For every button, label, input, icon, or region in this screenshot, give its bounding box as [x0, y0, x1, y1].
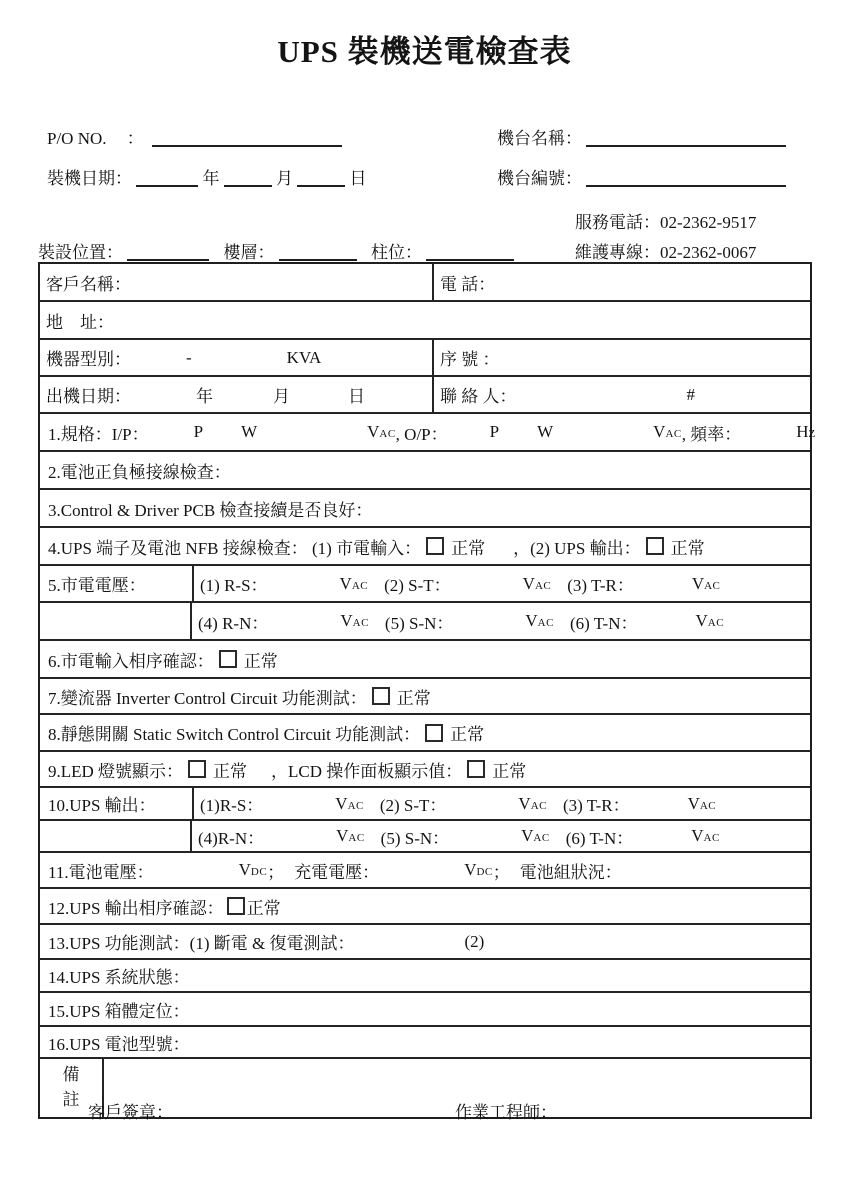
vac-unit: VAC: [695, 611, 725, 630]
item5-empty-cell: [40, 603, 192, 639]
table-row: [40, 300, 810, 338]
item1-label: 1.規格：I/P：: [48, 424, 149, 444]
item10-b3: (6) T-N：: [565, 828, 634, 848]
vac-unit: VAC: [691, 573, 721, 593]
item10-b1: (4)R-N：: [198, 828, 265, 848]
vac-unit: VAC: [691, 826, 720, 845]
contact-cell: [434, 377, 810, 412]
vac-unit: VAC: [525, 611, 554, 630]
item15-label: 15.UPS 箱體定位：: [48, 1001, 190, 1021]
item1-w2: W: [537, 422, 554, 441]
vac-unit: VAC: [335, 793, 364, 813]
item8-ok: 正常: [450, 725, 485, 744]
location-label: 裝設位置：: [38, 243, 123, 262]
vac-unit: VAC: [521, 826, 550, 845]
item6-cell: [40, 641, 810, 677]
table-row: [40, 1025, 810, 1057]
item11-semi2: ；: [492, 862, 510, 882]
table-row: [40, 786, 810, 819]
machine-name-label: 機台名稱：: [497, 129, 582, 148]
item10-b2: (5) S-N：: [380, 828, 450, 848]
page-title: UPS 裝機送電檢查表: [277, 34, 572, 69]
item10-label-cell: [40, 788, 194, 819]
item7-cell: [40, 679, 810, 713]
vac-unit: VAC: [367, 422, 396, 441]
table-row: [40, 887, 810, 923]
po-row: [47, 124, 342, 149]
hz-unit: HZ: [796, 422, 816, 441]
item12-label: 12.UPS 輸出相序確認：: [48, 898, 224, 918]
item4-ok2: 正常: [670, 538, 705, 558]
machine-name-row: [497, 124, 786, 149]
column-field[interactable]: [426, 244, 514, 261]
item4-label: 4.UPS 端子及電池 NFB 接線檢查： (1) 市電輸入：: [48, 538, 422, 558]
item5-label: 5.市電電壓：: [48, 576, 146, 595]
table-row: [40, 264, 810, 300]
item5a-cell: [194, 566, 810, 601]
item13-part2: (2): [464, 931, 485, 951]
item11-label: 11.電池電壓：: [48, 862, 154, 882]
day-label: 日: [348, 387, 365, 406]
item5-label-cell: [40, 566, 194, 601]
item14-cell: [40, 960, 810, 991]
item7-label: 7.變流器 Inverter Control Circuit 功能測試：: [48, 688, 367, 708]
vac-unit: VAC: [653, 422, 682, 441]
item10-a1: (1)R-S：: [200, 796, 264, 815]
vac-unit: VAC: [336, 826, 365, 845]
item11-cell: [40, 853, 810, 887]
item1-w1: W: [241, 422, 258, 441]
item5-b2: (5) S-N：: [384, 613, 454, 633]
floor-label: 樓層：: [223, 243, 275, 262]
contact-label: 聯 絡 人：: [440, 387, 517, 406]
table-row: [40, 639, 810, 677]
item10-empty-cell: [40, 821, 192, 851]
service-phone: 服務電話：02-2362-9517: [575, 213, 757, 232]
table-row: [40, 564, 810, 601]
ship-date-label: 出機日期：: [46, 387, 131, 406]
table-row: [40, 412, 816, 450]
table-row: [40, 338, 810, 375]
machine-name-field[interactable]: [586, 130, 786, 147]
machine-no-label: 機台編號：: [497, 169, 582, 188]
table-row: [40, 991, 810, 1025]
phone-cell: [434, 264, 810, 300]
item1-op: , O/P：: [395, 424, 448, 444]
output-phase-normal-checkbox[interactable]: [227, 897, 245, 915]
item12-ok: 正常: [246, 898, 281, 918]
item12-cell: [40, 889, 810, 923]
table-row: [40, 851, 810, 887]
table-row: [40, 450, 810, 488]
ups-output-normal-checkbox[interactable]: [646, 537, 664, 555]
table-row: [40, 375, 810, 412]
address-label: 地 址：: [46, 312, 114, 332]
table-row: [40, 750, 810, 786]
item5-a1: (1) R-S：: [200, 576, 268, 595]
item3-cell: [40, 490, 810, 526]
item10-a2: (2) S-T：: [379, 796, 447, 815]
item1-p2: P: [489, 422, 500, 441]
table-row: [40, 713, 810, 750]
item5b-cell: [192, 603, 810, 639]
machine-no-field[interactable]: [586, 170, 786, 187]
item1-cell: [40, 414, 822, 450]
vdc-unit: VDC: [238, 860, 268, 879]
item10b-cell: [192, 821, 810, 851]
install-month-field[interactable]: [224, 170, 272, 187]
item5-a3: (3) T-R：: [567, 576, 634, 595]
item11-charge: 充電電壓：: [294, 862, 380, 882]
address-cell: [40, 302, 810, 338]
item13-label: 13.UPS 功能測試：(1) 斷電 & 復電測試：: [48, 934, 355, 953]
item7-ok: 正常: [396, 688, 431, 708]
year-label: 年: [202, 169, 220, 188]
item13-cell: [40, 925, 810, 958]
item4-ok1: 正常: [451, 538, 486, 558]
ship-date-cell: [40, 377, 434, 412]
item15-cell: [40, 993, 810, 1025]
location-field[interactable]: [127, 244, 209, 261]
item9-ok2: 正常: [492, 761, 527, 781]
table-row: [40, 601, 810, 639]
day-label: 日: [349, 169, 367, 188]
model-label: 機器型別：: [46, 350, 131, 369]
item2-cell: [40, 452, 810, 488]
item9-mid: ，LCD 操作面板顯示值：: [271, 761, 463, 781]
table-row: [40, 526, 810, 564]
install-date-row: [47, 164, 367, 189]
table-row: [40, 958, 810, 991]
engineer-signature-label: 作業工程師：: [455, 1103, 557, 1122]
item1-freq: , 頻率：: [681, 424, 742, 444]
item9-ok1: 正常: [213, 761, 248, 781]
item14-label: 14.UPS 系統狀態：: [48, 968, 190, 987]
table-row: [40, 677, 810, 713]
item5-b3: (6) T-N：: [569, 613, 638, 633]
item9-label: 9.LED 燈號顯示：: [48, 761, 184, 781]
item8-label: 8.靜態開關 Static Switch Control Circuit 功能測試：: [48, 725, 421, 744]
serial-cell: [434, 340, 810, 375]
po-colon: ：: [126, 129, 144, 148]
model-dash: -: [186, 347, 192, 367]
item10-label: 10.UPS 輸出：: [48, 796, 156, 815]
year-label: 年: [196, 387, 213, 406]
item8-cell: [40, 715, 810, 750]
item6-label: 6.市電輸入相序確認：: [48, 651, 214, 671]
vac-unit: VAC: [687, 793, 717, 813]
item3-label: 3.Control & Driver PCB 檢查接續是否良好：: [48, 500, 373, 520]
install-date-label: 裝機日期：: [47, 169, 132, 188]
item4-cell: [40, 528, 810, 564]
item2-label: 2.電池正負極接線檢查：: [48, 462, 231, 482]
vac-unit: VAC: [522, 573, 552, 593]
lcd-normal-checkbox[interactable]: [467, 760, 485, 778]
contact-hash: #: [686, 384, 695, 404]
kva-label: KVA: [286, 347, 322, 367]
maintenance-line: 維護專線：02-2362-0067: [575, 243, 757, 262]
customer-signature-label: 客戶簽章：: [88, 1103, 173, 1122]
customer-label: 客戶名稱：: [46, 274, 131, 294]
po-label: P/O NO.: [47, 129, 107, 148]
serial-label: 序 號 ：: [440, 350, 500, 369]
item16-cell: [40, 1027, 810, 1057]
table-row: [40, 923, 810, 958]
customer-cell: [40, 264, 434, 300]
table-row: [40, 488, 810, 526]
vdc-unit: VDC: [464, 860, 493, 879]
item10-a3: (3) T-R：: [562, 796, 630, 815]
po-field[interactable]: [152, 130, 342, 147]
floor-field[interactable]: [279, 244, 357, 261]
item9-cell: [40, 752, 810, 786]
column-label: 柱位：: [371, 243, 422, 262]
phone-label: 電 話：: [440, 274, 496, 294]
item4-mid: ，(2) UPS 輸出：: [513, 538, 641, 558]
vac-unit: VAC: [518, 793, 547, 813]
table-row: [40, 819, 810, 851]
led-normal-checkbox[interactable]: [188, 760, 206, 778]
month-label: 月: [276, 169, 293, 188]
remarks-label: 備 註: [62, 1065, 80, 1109]
item10a-cell: [194, 788, 810, 819]
month-label: 月: [273, 387, 290, 406]
inverter-test-normal-checkbox[interactable]: [372, 687, 390, 705]
item16-label: 16.UPS 電池型號：: [48, 1034, 190, 1054]
phase-sequence-normal-checkbox[interactable]: [219, 650, 237, 668]
model-cell: [40, 340, 434, 375]
inspection-table: [38, 262, 816, 1119]
install-day-field[interactable]: [297, 170, 345, 187]
static-switch-normal-checkbox[interactable]: [425, 724, 443, 742]
location-row: [38, 238, 514, 263]
vac-unit: VAC: [340, 611, 369, 630]
install-year-field[interactable]: [136, 170, 198, 187]
item11-semi1: ；: [267, 862, 285, 882]
machine-no-row: [497, 164, 786, 189]
vac-unit: VAC: [339, 573, 369, 593]
item6-ok: 正常: [243, 651, 278, 671]
item5-b1: (4) R-N：: [198, 613, 269, 633]
mains-input-normal-checkbox[interactable]: [426, 537, 444, 555]
item1-p1: P: [193, 422, 204, 441]
item11-status: 電池組狀況：: [519, 862, 622, 882]
item5-a2: (2) S-T：: [384, 576, 451, 595]
